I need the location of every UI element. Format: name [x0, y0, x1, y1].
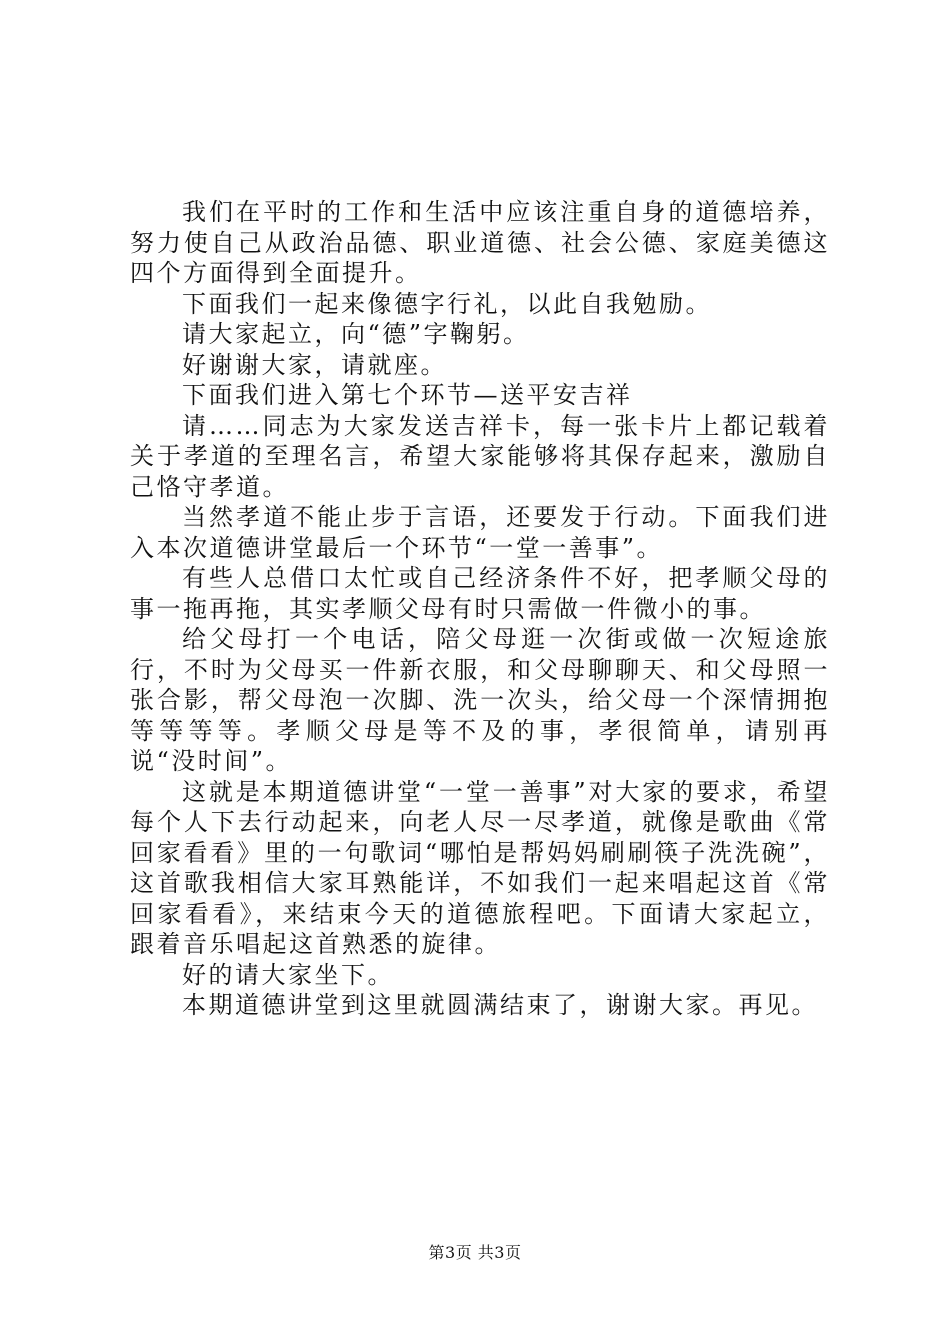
paragraph-11: 好的请大家坐下。	[182, 960, 394, 989]
paragraph-9: 给父母打一个电话，陪父母逛一次街或做一次短途旅行，不时为父母买一件新衣服，和父母聊聊天、和父母照一张合影，帮父母泡一次脚、洗一次头，给父母一个深情拥抱等等等等。孝顺父母是等不及的事，孝很简单，请别再说“没时间”。	[130, 625, 830, 775]
paragraph-2: 下面我们一起来像德字行礼，以此自我勉励。	[182, 289, 712, 318]
document-body	[130, 197, 830, 1021]
paragraph-10: 这就是本期道德讲堂“一堂一善事”对大家的要求，希望每个人下去行动起来，向老人尽一尽孝道，就像是歌曲《常回家看看》里的一句歌词“哪怕是帮妈妈刷刷筷子洗洗碗”，这首歌我相信大家耳熟能详，不如我们一起来唱起这首《常回家看看》，来结束今天的道德旅程吧。下面请大家起立，跟着音乐唱起这首熟悉的旋律。	[130, 777, 830, 958]
paragraph-1: 我们在平时的工作和生活中应该注重自身的道德培养，努力使自己从政治品德、职业道德、社会公德、家庭美德这四个方面得到全面提升。	[130, 198, 830, 287]
paragraph-12: 本期道德讲堂到这里就圆满结束了，谢谢大家。再见。	[182, 991, 818, 1019]
paragraph-7: 当然孝道不能止步于言语，还要发于行动。下面我们进入本次道德讲堂最后一个环节“一堂一善事”。	[130, 503, 830, 562]
paragraph-4: 好谢谢大家，请就座。	[182, 350, 447, 379]
paragraph-8: 有些人总借口太忙或自己经济条件不好，把孝顺父母的事一拖再拖，其实孝顺父母有时只需做一件微小的事。	[130, 564, 830, 623]
page-footer: 第3页 共3页	[428, 1243, 522, 1262]
paragraph-3: 请大家起立，向“德”字鞠躬。	[182, 320, 530, 348]
paragraph-5: 下面我们进入第七个环节—送平安吉祥	[182, 381, 633, 409]
paragraph-6: 请……同志为大家发送吉祥卡，每一张卡片上都记载着关于孝道的至理名言，希望大家能够将其保存起来，激励自己恪守孝道。	[130, 411, 830, 501]
